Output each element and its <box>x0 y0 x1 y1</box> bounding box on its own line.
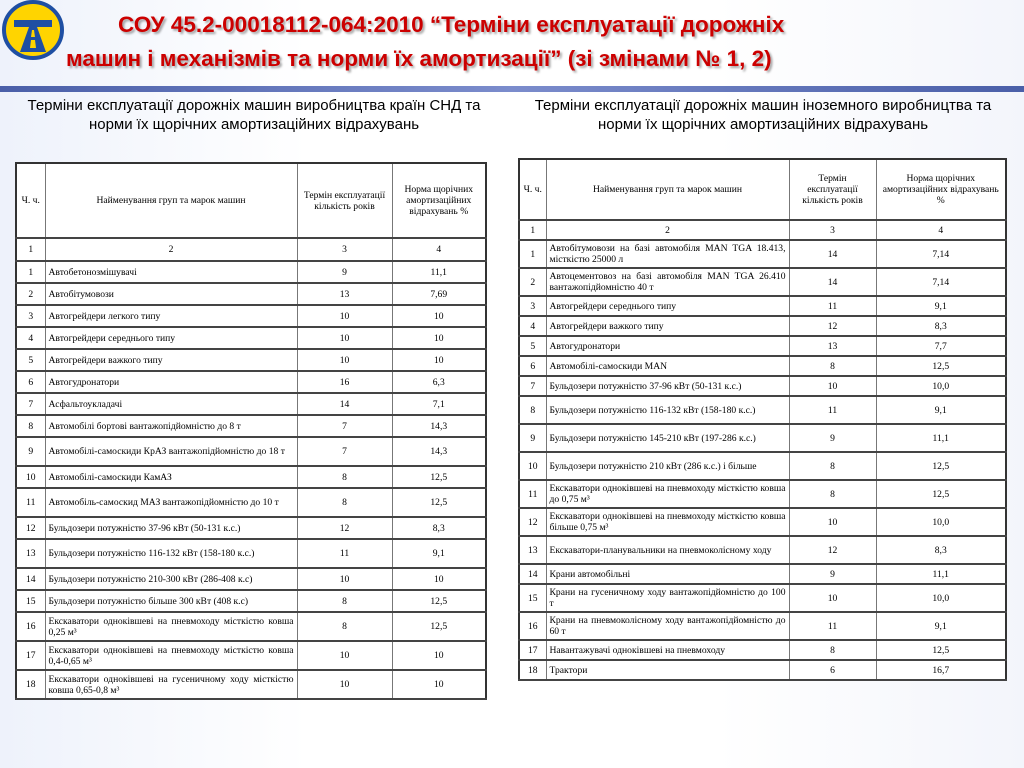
machine-name-cell: Асфальтоукладачі <box>45 393 297 415</box>
row-number-cell: 2 <box>16 283 45 305</box>
depreciation-rate-cell: 8,3 <box>876 316 1006 336</box>
service-life-cell: 10 <box>789 508 876 536</box>
service-life-cell: 12 <box>297 517 392 539</box>
service-life-cell: 12 <box>789 536 876 564</box>
table-row <box>519 336 1006 356</box>
machine-name-cell: Екскаватори одноківшеві на пневмоходу місткістю ковша 0,4-0,65 м³ <box>45 641 297 670</box>
row-number-cell: 14 <box>519 564 546 584</box>
table-header-row <box>16 163 486 238</box>
table-row <box>16 568 486 590</box>
machine-name-cell: Автомобілі бортові вантажопідйомністю до 8 т <box>45 415 297 437</box>
row-number-cell: 8 <box>16 415 45 437</box>
table-row <box>16 305 486 327</box>
table-row <box>519 584 1006 612</box>
table-row <box>519 424 1006 452</box>
table-row <box>16 466 486 488</box>
machine-name-cell: Автомобіль-самоскид МАЗ вантажопідйомністю до 10 т <box>45 488 297 517</box>
service-life-cell: 7 <box>297 415 392 437</box>
machine-name-cell: Бульдозери потужністю більше 300 кВт (408 к.с) <box>45 590 297 612</box>
table-row <box>519 660 1006 680</box>
row-number-cell: 17 <box>16 641 45 670</box>
depreciation-rate-cell: 9,1 <box>876 396 1006 424</box>
table-row <box>519 536 1006 564</box>
row-number-cell: 6 <box>519 356 546 376</box>
column-numbers-row <box>16 238 486 261</box>
depreciation-rate-cell: 14,3 <box>392 415 486 437</box>
service-life-cell: 8 <box>297 466 392 488</box>
service-life-cell: 10 <box>297 305 392 327</box>
column-number-cell: 1 <box>16 238 45 261</box>
row-number-cell: 15 <box>519 584 546 612</box>
machine-name-cell: Бульдозери потужністю 210-300 кВт (286-408 к.с) <box>45 568 297 590</box>
service-life-cell: 11 <box>789 612 876 640</box>
page-title <box>60 10 1000 74</box>
table-row <box>519 268 1006 296</box>
service-life-cell: 10 <box>297 349 392 371</box>
depreciation-rate-cell: 12,5 <box>876 452 1006 480</box>
machine-name-cell: Автомобілі-самоскиди КрАЗ вантажопідйомністю до 18 т <box>45 437 297 466</box>
row-number-cell: 9 <box>16 437 45 466</box>
col-header-depreciation-rate: Норма щорічних амортизаційних відрахувань % <box>876 159 1006 220</box>
service-life-cell: 10 <box>789 376 876 396</box>
row-number-cell: 12 <box>16 517 45 539</box>
page-title-line2: машин і механізмів та норми їх амортизації” (зі змінами № 1, 2) <box>66 46 772 71</box>
table-row <box>16 349 486 371</box>
col-header-number: Ч. ч. <box>16 163 45 238</box>
row-number-cell: 10 <box>519 452 546 480</box>
column-number-cell: 3 <box>789 220 876 240</box>
table-row <box>519 612 1006 640</box>
table-row <box>519 356 1006 376</box>
machine-name-cell: Бульдозери потужністю 37-96 кВт (50-131 к.с.) <box>45 517 297 539</box>
machine-name-cell: Автомобілі-самоскиди КамАЗ <box>45 466 297 488</box>
table-row <box>16 641 486 670</box>
depreciation-rate-cell: 10 <box>392 568 486 590</box>
table-row <box>16 590 486 612</box>
depreciation-rate-cell: 8,3 <box>392 517 486 539</box>
service-life-cell: 8 <box>789 452 876 480</box>
machine-name-cell: Екскаватори одноківшеві на пневмоходу місткістю ковша більше 0,75 м³ <box>546 508 789 536</box>
table-row <box>519 316 1006 336</box>
machine-name-cell: Автогрейдери важкого типу <box>45 349 297 371</box>
service-life-cell: 14 <box>297 393 392 415</box>
row-number-cell: 1 <box>16 261 45 283</box>
table-row <box>16 670 486 699</box>
row-number-cell: 7 <box>16 393 45 415</box>
table-row <box>16 415 486 437</box>
machine-name-cell: Трактори <box>546 660 789 680</box>
machine-name-cell: Бульдозери потужністю 210 кВт (286 к.с.) і більше <box>546 452 789 480</box>
service-life-cell: 12 <box>789 316 876 336</box>
row-number-cell: 16 <box>16 612 45 641</box>
service-life-cell: 11 <box>789 396 876 424</box>
depreciation-rate-cell: 11,1 <box>392 261 486 283</box>
table-row <box>519 376 1006 396</box>
service-life-cell: 9 <box>297 261 392 283</box>
service-life-cell: 13 <box>297 283 392 305</box>
column-number-cell: 1 <box>519 220 546 240</box>
machine-name-cell: Автобітумовози <box>45 283 297 305</box>
cis-machines-table <box>15 162 487 700</box>
col-header-name: Найменування груп та марок машин <box>546 159 789 220</box>
depreciation-rate-cell: 12,5 <box>876 480 1006 508</box>
machine-name-cell: Бульдозери потужністю 37-96 кВт (50-131 к.с.) <box>546 376 789 396</box>
service-life-cell: 10 <box>789 584 876 612</box>
table-row <box>16 517 486 539</box>
row-number-cell: 8 <box>519 396 546 424</box>
machine-name-cell: Автобітумовози на базі автомобіля MAN TGA 18.413, місткістю 25000 л <box>546 240 789 268</box>
row-number-cell: 3 <box>16 305 45 327</box>
column-number-cell: 4 <box>392 238 486 261</box>
table-row <box>16 393 486 415</box>
table-row <box>519 640 1006 660</box>
depreciation-rate-cell: 10 <box>392 305 486 327</box>
table-row <box>519 508 1006 536</box>
machine-name-cell: Екскаватори одноківшеві на гусеничному ходу місткістю ковша 0,65-0,8 м³ <box>45 670 297 699</box>
machine-name-cell: Автоцементовоз на базі автомобіля MAN TGA 26.410 вантажопідйомністю 40 т <box>546 268 789 296</box>
service-life-cell: 13 <box>789 336 876 356</box>
col-header-service-life: Термін експлуатації кількість років <box>297 163 392 238</box>
column-number-cell: 4 <box>876 220 1006 240</box>
depreciation-rate-cell: 11,1 <box>876 424 1006 452</box>
depreciation-rate-cell: 9,1 <box>392 539 486 568</box>
service-life-cell: 8 <box>789 640 876 660</box>
depreciation-rate-cell: 12,5 <box>392 466 486 488</box>
right-table-heading: Терміни експлуатації дорожніх машин іноземного виробництва та норми їх щорічних амортизаційних відрахувань <box>534 97 992 133</box>
col-header-depreciation-rate: Норма щорічних амортизаційних відрахувань % <box>392 163 486 238</box>
depreciation-rate-cell: 6,3 <box>392 371 486 393</box>
left-table-heading: Терміни експлуатації дорожніх машин виробництва країн СНД та норми їх щорічних амортизаційних відрахувань <box>27 97 481 133</box>
machine-name-cell: Автогрейдери середнього типу <box>45 327 297 349</box>
depreciation-rate-cell: 7,7 <box>876 336 1006 356</box>
machine-name-cell: Екскаватори одноківшеві на пневмоходу місткістю ковша до 0,75 м³ <box>546 480 789 508</box>
service-life-cell: 10 <box>297 327 392 349</box>
col-header-number: Ч. ч. <box>519 159 546 220</box>
depreciation-rate-cell: 7,1 <box>392 393 486 415</box>
table-row <box>16 612 486 641</box>
column-number-cell: 2 <box>45 238 297 261</box>
service-life-cell: 8 <box>789 356 876 376</box>
depreciation-rate-cell: 9,1 <box>876 612 1006 640</box>
row-number-cell: 11 <box>16 488 45 517</box>
row-number-cell: 2 <box>519 268 546 296</box>
machine-name-cell: Екскаватори-планувальники на пневмоколісному ходу <box>546 536 789 564</box>
row-number-cell: 18 <box>519 660 546 680</box>
depreciation-rate-cell: 11,1 <box>876 564 1006 584</box>
depreciation-rate-cell: 10,0 <box>876 508 1006 536</box>
depreciation-rate-cell: 12,5 <box>876 356 1006 376</box>
page-title-line1: СОУ 45.2-00018112-064:2010 “Терміни експлуатації дорожніх <box>118 12 785 37</box>
depreciation-rate-cell: 8,3 <box>876 536 1006 564</box>
table-header-row <box>519 159 1006 220</box>
service-life-cell: 14 <box>789 240 876 268</box>
service-life-cell: 7 <box>297 437 392 466</box>
depreciation-rate-cell: 10 <box>392 349 486 371</box>
service-life-cell: 10 <box>297 568 392 590</box>
machine-name-cell: Бульдозери потужністю 145-210 кВт (197-286 к.с.) <box>546 424 789 452</box>
row-number-cell: 11 <box>519 480 546 508</box>
table-row <box>16 437 486 466</box>
table-row <box>16 488 486 517</box>
service-life-cell: 16 <box>297 371 392 393</box>
service-life-cell: 14 <box>789 268 876 296</box>
row-number-cell: 17 <box>519 640 546 660</box>
col-header-service-life: Термін експлуатації кількість років <box>789 159 876 220</box>
row-number-cell: 12 <box>519 508 546 536</box>
table-row <box>16 371 486 393</box>
machine-name-cell: Крани на гусеничному ходу вантажопідйомністю до 100 т <box>546 584 789 612</box>
depreciation-rate-cell: 7,14 <box>876 268 1006 296</box>
machine-name-cell: Крани автомобільні <box>546 564 789 584</box>
table-row <box>519 452 1006 480</box>
depreciation-rate-cell: 10 <box>392 641 486 670</box>
depreciation-rate-cell: 16,7 <box>876 660 1006 680</box>
row-number-cell: 3 <box>519 296 546 316</box>
service-life-cell: 10 <box>297 641 392 670</box>
machine-name-cell: Автогудронатори <box>45 371 297 393</box>
service-life-cell: 9 <box>789 564 876 584</box>
machine-name-cell: Автогрейдери середнього типу <box>546 296 789 316</box>
service-life-cell: 11 <box>789 296 876 316</box>
table-row <box>519 396 1006 424</box>
service-life-cell: 8 <box>789 480 876 508</box>
depreciation-rate-cell: 12,5 <box>392 590 486 612</box>
service-life-cell: 8 <box>297 488 392 517</box>
row-number-cell: 5 <box>519 336 546 356</box>
table-row <box>519 240 1006 268</box>
depreciation-rate-cell: 12,5 <box>876 640 1006 660</box>
service-life-cell: 9 <box>789 424 876 452</box>
row-number-cell: 4 <box>16 327 45 349</box>
row-number-cell: 10 <box>16 466 45 488</box>
row-number-cell: 1 <box>519 240 546 268</box>
depreciation-rate-cell: 10 <box>392 327 486 349</box>
machine-name-cell: Автомобілі-самоскиди MAN <box>546 356 789 376</box>
table-row <box>16 261 486 283</box>
row-number-cell: 5 <box>16 349 45 371</box>
service-life-cell: 8 <box>297 590 392 612</box>
depreciation-rate-cell: 14,3 <box>392 437 486 466</box>
machine-name-cell: Навантажувачі одноківшеві на пневмоходу <box>546 640 789 660</box>
service-life-cell: 8 <box>297 612 392 641</box>
machine-name-cell: Автогрейдери важкого типу <box>546 316 789 336</box>
machine-name-cell: Крани на пневмоколісному ходу вантажопідйомністю до 60 т <box>546 612 789 640</box>
table-body <box>16 238 486 699</box>
depreciation-rate-cell: 9,1 <box>876 296 1006 316</box>
foreign-machines-table <box>518 158 1007 681</box>
table-row <box>16 283 486 305</box>
row-number-cell: 6 <box>16 371 45 393</box>
row-number-cell: 13 <box>519 536 546 564</box>
title-divider <box>0 86 1024 92</box>
column-number-cell: 2 <box>546 220 789 240</box>
depreciation-rate-cell: 7,14 <box>876 240 1006 268</box>
machine-name-cell: Автогрейдери легкого типу <box>45 305 297 327</box>
service-life-cell: 6 <box>789 660 876 680</box>
depreciation-rate-cell: 10 <box>392 670 486 699</box>
row-number-cell: 18 <box>16 670 45 699</box>
service-life-cell: 10 <box>297 670 392 699</box>
machine-name-cell: Бульдозери потужністю 116-132 кВт (158-180 к.с.) <box>45 539 297 568</box>
machine-name-cell: Автобетонозмішувачі <box>45 261 297 283</box>
row-number-cell: 4 <box>519 316 546 336</box>
depreciation-rate-cell: 7,69 <box>392 283 486 305</box>
col-header-name: Найменування груп та марок машин <box>45 163 297 238</box>
depreciation-rate-cell: 10,0 <box>876 376 1006 396</box>
machine-name-cell: Екскаватори одноківшеві на пневмоходу місткістю ковша 0,25 м³ <box>45 612 297 641</box>
table-body <box>519 220 1006 680</box>
table-row <box>16 327 486 349</box>
depreciation-rate-cell: 12,5 <box>392 488 486 517</box>
depreciation-rate-cell: 10,0 <box>876 584 1006 612</box>
row-number-cell: 15 <box>16 590 45 612</box>
service-life-cell: 11 <box>297 539 392 568</box>
row-number-cell: 9 <box>519 424 546 452</box>
machine-name-cell: Бульдозери потужністю 116-132 кВт (158-180 к.с.) <box>546 396 789 424</box>
row-number-cell: 7 <box>519 376 546 396</box>
row-number-cell: 14 <box>16 568 45 590</box>
table-row <box>16 539 486 568</box>
table-row <box>519 564 1006 584</box>
row-number-cell: 13 <box>16 539 45 568</box>
road-emblem-logo <box>2 0 64 60</box>
row-number-cell: 16 <box>519 612 546 640</box>
depreciation-rate-cell: 12,5 <box>392 612 486 641</box>
table-row <box>519 480 1006 508</box>
table-row <box>519 296 1006 316</box>
machine-name-cell: Автогудронатори <box>546 336 789 356</box>
column-number-cell: 3 <box>297 238 392 261</box>
column-numbers-row <box>519 220 1006 240</box>
